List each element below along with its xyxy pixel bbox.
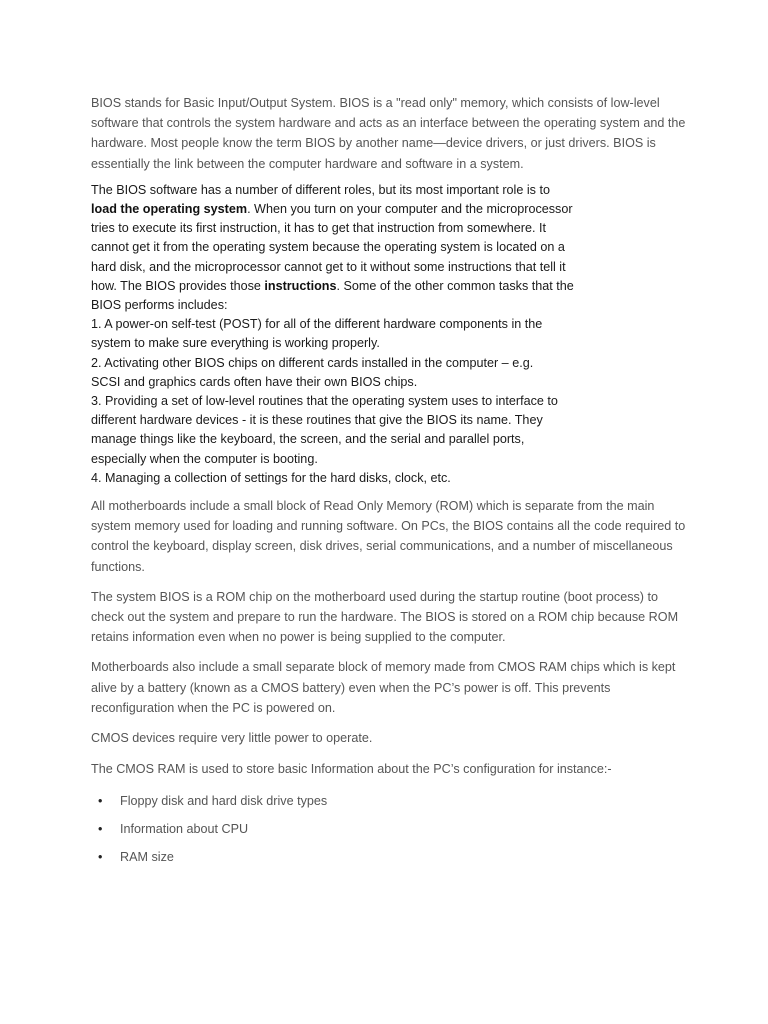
paragraph-system-bios: The system BIOS is a ROM chip on the motherboard used during the startup routine (boot process) to check out the system and prepare to run the hardware. The BIOS is stored on a ROM chip because ROM retains information even when no power is being supplied to the computer. — [91, 589, 679, 645]
paragraph-cmos-config: The CMOS RAM is used to store basic Information about the PC’s configuration for instance:- — [91, 762, 612, 777]
list-item — [91, 791, 691, 811]
task-item-3: 3. Providing a set of low-level routines that the operating system uses to interface to — [91, 394, 558, 409]
paragraph-cmos-power: CMOS devices require very little power to operate. — [91, 731, 373, 746]
task-item-3-cont: especially when the computer is booting. — [91, 451, 318, 466]
paragraph-cmos-ram: Motherboards also include a small separate block of memory made from CMOS RAM chips which is kept alive by a battery (known as a CMOS battery) even when the PC’s power is off. This prevents reconfiguration when the PC is powered on. — [91, 660, 676, 715]
bios-roles-line: BIOS performs includes: — [91, 298, 228, 313]
bios-roles-line — [91, 200, 636, 219]
list-item-text: RAM size — [120, 849, 174, 864]
bios-roles-line: The BIOS software has a number of different roles, but its most important role is to — [91, 182, 550, 197]
list-item-text: Information about CPU — [120, 821, 249, 836]
bios-roles-text: . Some of the other common tasks that the — [336, 278, 574, 293]
bullet-icon: • — [98, 849, 103, 864]
list-item — [91, 847, 691, 867]
bios-roles-line: tries to execute its first instruction, it has to get that instruction from somewhere. It — [91, 221, 546, 236]
bios-roles-line — [91, 277, 636, 296]
paragraph-bios-definition: BIOS stands for Basic Input/Output System. BIOS is a "read only" memory, which consists of low-level software that controls the system hardware and acts as an interface between the operating system and the hardware. Most people know the term BIOS by another name—device drivers, or just drivers. BIOS is essentially the link between the computer hardware and software in a system. — [91, 96, 686, 171]
bios-roles-line: hard disk, and the microprocessor cannot get to it without some instructions that tell it — [91, 259, 566, 274]
bullet-icon: • — [98, 793, 103, 808]
bios-roles-text: . When you turn on your computer and the microprocessor — [247, 202, 573, 217]
task-item-2: 2. Activating other BIOS chips on different cards installed in the computer – e.g. — [91, 355, 534, 370]
config-bullet-list — [91, 791, 691, 867]
document-page — [91, 93, 691, 875]
paragraph-motherboard-rom: All motherboards include a small block of Read Only Memory (ROM) which is separate from the main system memory used for loading and running software. On PCs, the BIOS contains all the code required to control the keyboard, display screen, disk drives, serial communications, and a number of miscellaneous functions. — [91, 499, 686, 574]
task-item-1: 1. A power-on self-test (POST) for all of the different hardware components in the — [91, 317, 543, 332]
bold-load-operating-system: load the operating system — [91, 202, 248, 217]
bullet-icon: • — [98, 821, 103, 836]
paragraph-bios-roles — [91, 181, 636, 488]
bios-roles-text: how. The BIOS provides those — [91, 278, 265, 293]
list-item — [91, 819, 691, 839]
task-item-2-cont: SCSI and graphics cards often have their own BIOS chips. — [91, 374, 418, 389]
bold-instructions: instructions — [264, 278, 337, 293]
bios-roles-line: cannot get it from the operating system because the operating system is located on a — [91, 240, 565, 255]
task-item-3-cont: different hardware devices - it is these routines that give the BIOS its name. They — [91, 413, 543, 428]
task-item-1-cont: system to make sure everything is working properly. — [91, 336, 380, 351]
list-item-text: Floppy disk and hard disk drive types — [120, 793, 328, 808]
task-item-3-cont: manage things like the keyboard, the screen, and the serial and parallel ports, — [91, 432, 525, 447]
task-item-4: 4. Managing a collection of settings for the hard disks, clock, etc. — [91, 470, 451, 485]
